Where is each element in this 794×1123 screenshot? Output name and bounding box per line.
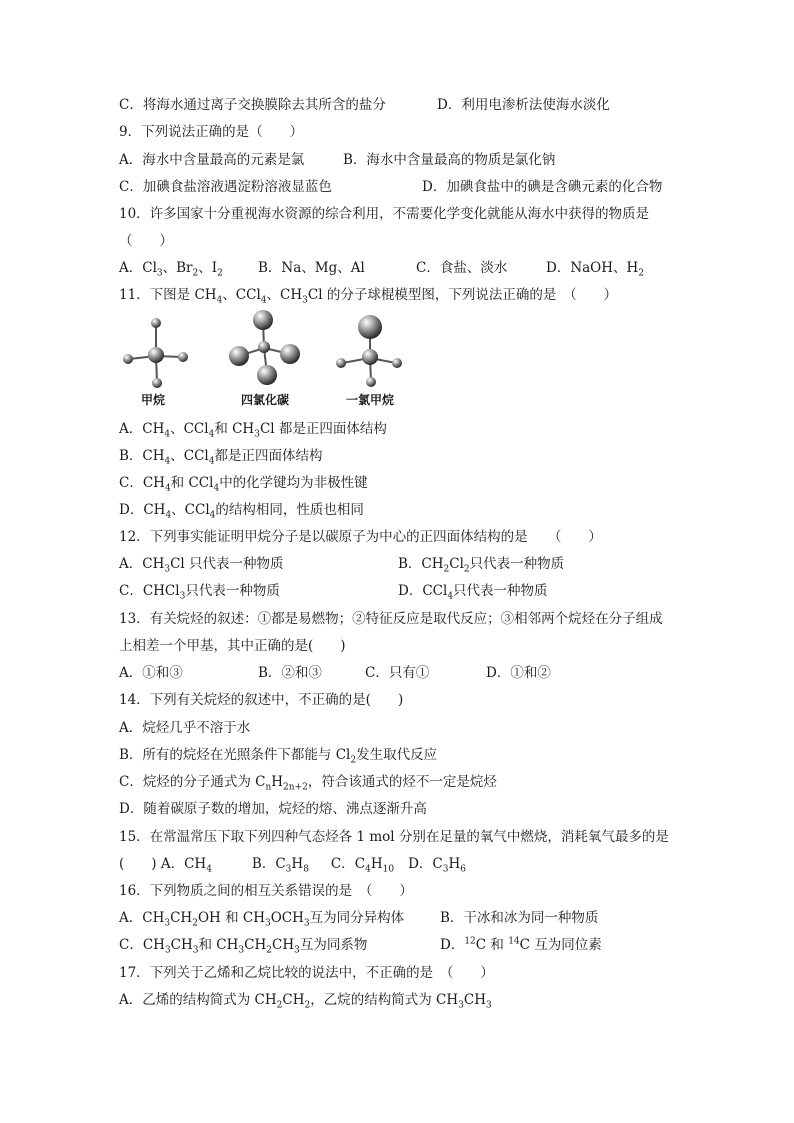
q10-option-c: C．食盐、淡水: [416, 260, 508, 276]
q9-option-a: A．海水中含量最高的元素是氯: [119, 152, 305, 168]
chloromethane-caption: 一氯甲烷: [346, 393, 395, 407]
q9-option-b: B．海水中含量最高的物质是氯化钠: [343, 152, 556, 168]
carbon-tetrachloride-caption: 四氯化碳: [241, 393, 290, 407]
q16-option-d: D．$^{12}$C 和 $^{14}$C 互为同位素: [440, 936, 602, 953]
q8-option-c: C．将海水通过离子交换膜除去其所含的盐分: [119, 97, 386, 113]
q14-option-c: C．烷烃的分子通式为 $C_nH_{2n+2}$，符合该通式的烃不一定是烷烃: [119, 774, 497, 793]
q11-option-d: D．$CH_4$、CCl$_4$的结构相同，性质也相同: [119, 502, 364, 521]
q10-stem: 10．许多国家十分重视海水资源的综合利用，不需要化学变化就能从海水中获得的物质是: [119, 206, 650, 222]
q11-option-c: C．$CH_4$和 CCl$_4$中的化学键均为非极性键: [119, 475, 368, 494]
q9-stem: 9．下列说法正确的是（ ）: [119, 124, 304, 140]
q13-stem: 13．有关烷烃的叙述：①都是易燃物；②特征反应是取代反应；③相邻两个烷烃在分子组成: [119, 611, 663, 627]
q16-option-b: B．干冰和冰为同一种物质: [440, 910, 599, 926]
q13-stem-cont: 上相差一个甲基，其中正确的是( ): [119, 638, 346, 654]
q12-stem: 12．下列事实能证明甲烷分子是以碳原子为中心的正四面体结构的是 （ ）: [119, 529, 602, 545]
q15-options: ( ) A．$CH_4$ B．$C_3H_8$ C．$C_4H_{10}$ D．$C_3H_6$: [119, 856, 466, 875]
q13-option-b: B．②和③: [258, 665, 322, 681]
q12-option-d: D．CCl$_4$只代表一种物质: [398, 583, 548, 602]
q13-option-c: C．只有①: [365, 665, 430, 681]
q12-option-c: C．CHCl$_3$只代表一种物质: [119, 583, 280, 602]
methane-caption: 甲烷: [141, 393, 166, 407]
q17-stem: 17．下列关于乙烯和乙烷比较的说法中，不正确的是 （ ）: [119, 965, 494, 981]
q13-option-d: D．①和②: [486, 665, 551, 681]
q10-option-a: A．$Cl_3$、$Br_2$、$I_2$: [119, 260, 223, 279]
q14-stem: 14．下列有关烷烃的叙述中，不正确的是( ): [119, 692, 404, 708]
q8-option-d: D．利用电渗析法使海水淡化: [437, 97, 610, 113]
q14-option-d: D．随着碳原子数的增加，烷烃的熔、沸点逐渐升高: [119, 801, 427, 817]
q14-option-b: B．所有的烷烃在光照条件下都能与 $Cl_2$发生取代反应: [119, 747, 438, 766]
q9-option-d: D．加碘食盐中的碘是含碘元素的化合物: [422, 179, 663, 195]
q12-option-b: B．$CH_2Cl_2$只代表一种物质: [398, 556, 565, 575]
q10-option-b: B．Na、Mg、Al: [258, 260, 365, 276]
q14-option-a: A．烷烃几乎不溶于水: [119, 720, 251, 736]
q11-stem: 11．下图是 $CH_4$、CCl$_4$、$CH_3Cl$ 的分子球棍模型图，下列说法正确的是 （ ）: [119, 287, 618, 306]
q9-option-c: C．加碘食盐溶液遇淀粉溶液显蓝色: [119, 179, 332, 195]
q13-option-a: A．①和③: [119, 665, 183, 681]
q12-option-a: A．$CH_3Cl$ 只代表一种物质: [119, 556, 284, 575]
q17-option-a: A．乙烯的结构简式为 $CH_2CH_2$，乙烷的结构简式为 $CH_3CH_3$: [119, 992, 492, 1011]
q10-stem-cont: （ ）: [119, 233, 173, 249]
carbon-tetrachloride-model-image: [226, 306, 306, 390]
q11-option-b: B．$CH_4$、CCl$_4$都是正四面体结构: [119, 448, 323, 467]
chloromethane-model-image: [332, 310, 407, 392]
q16-option-a: A．$CH_3CH_2OH$ 和 $CH_3OCH_3$互为同分异构体: [119, 910, 405, 929]
q15-stem: 15．在常温常压下取下列四种气态烃各 1 mol 分别在足量的氧气中燃烧，消耗氧气最多的是: [119, 829, 669, 845]
q16-stem: 16．下列物质之间的相互关系错误的是 （ ）: [119, 883, 413, 899]
q10-option-d: D．NaOH、$H_2$: [546, 260, 645, 279]
q11-option-a: A．$CH_4$、CCl$_4$和 $CH_3Cl$ 都是正四面体结构: [119, 421, 387, 440]
q16-option-c: C．$CH_3CH_3$和 $CH_3CH_2CH_3$互为同系物: [119, 937, 368, 956]
methane-model-image: [119, 312, 194, 394]
